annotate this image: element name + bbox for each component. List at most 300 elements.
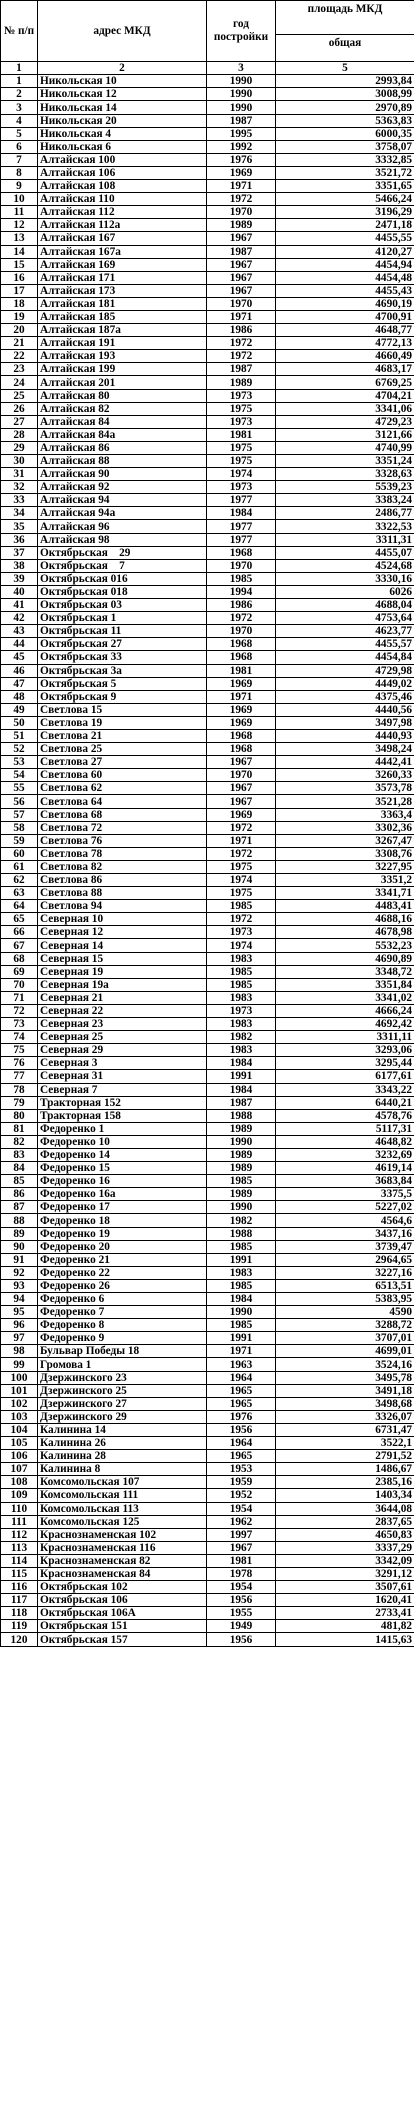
- row-area: 4455,55: [276, 232, 414, 245]
- row-year: 1970: [207, 559, 276, 572]
- row-number: 53: [1, 756, 38, 769]
- row-area: 4648,77: [276, 324, 414, 337]
- row-year: 1977: [207, 533, 276, 546]
- row-number: 93: [1, 1279, 38, 1292]
- table-row: [1, 1044, 414, 1057]
- row-number: 26: [1, 402, 38, 415]
- row-area: 1486,67: [276, 1463, 414, 1476]
- row-area: 3288,72: [276, 1319, 414, 1332]
- row-number: 30: [1, 455, 38, 468]
- row-year: 1975: [207, 402, 276, 415]
- row-area: 4688,04: [276, 599, 414, 612]
- row-year: 1992: [207, 140, 276, 153]
- row-number: 81: [1, 1122, 38, 1135]
- row-area: 3311,11: [276, 1031, 414, 1044]
- row-area: 3267,47: [276, 834, 414, 847]
- row-number: 75: [1, 1044, 38, 1057]
- row-year: 1964: [207, 1437, 276, 1450]
- row-year: 1962: [207, 1515, 276, 1528]
- row-year: 1976: [207, 153, 276, 166]
- row-number: 16: [1, 271, 38, 284]
- table-row: [1, 638, 414, 651]
- row-year: 1968: [207, 546, 276, 559]
- row-year: 1988: [207, 1227, 276, 1240]
- row-number: 66: [1, 926, 38, 939]
- row-year: 1949: [207, 1620, 276, 1633]
- row-number: 55: [1, 782, 38, 795]
- row-year: 1987: [207, 363, 276, 376]
- row-address: Федоренко 15: [38, 1162, 207, 1175]
- row-year: 1975: [207, 860, 276, 873]
- row-year: 1984: [207, 1057, 276, 1070]
- row-area: 4564,6: [276, 1214, 414, 1227]
- table-row: [1, 1266, 414, 1279]
- row-area: 4455,07: [276, 546, 414, 559]
- row-address: Северная 29: [38, 1044, 207, 1057]
- row-area: 4455,43: [276, 284, 414, 297]
- table-row: [1, 887, 414, 900]
- row-address: Северная 7: [38, 1083, 207, 1096]
- table-row: [1, 847, 414, 860]
- row-number: 47: [1, 677, 38, 690]
- table-row: [1, 860, 414, 873]
- row-area: 3227,95: [276, 860, 414, 873]
- row-area: 4729,23: [276, 415, 414, 428]
- row-number: 85: [1, 1175, 38, 1188]
- row-area: 3507,61: [276, 1581, 414, 1594]
- row-address: Комсомольская 125: [38, 1515, 207, 1528]
- row-address: Октябрьская 157: [38, 1633, 207, 1646]
- row-number: 15: [1, 258, 38, 271]
- table-row: [1, 585, 414, 598]
- table-row: [1, 258, 414, 271]
- table-row: [1, 402, 414, 415]
- row-year: 1955: [207, 1607, 276, 1620]
- row-address: Октябрьская 29: [38, 546, 207, 559]
- row-number: 101: [1, 1384, 38, 1397]
- table-row: [1, 599, 414, 612]
- row-year: 1977: [207, 520, 276, 533]
- row-number: 31: [1, 468, 38, 481]
- row-year: 1989: [207, 1122, 276, 1135]
- table-row: [1, 1227, 414, 1240]
- table-row: [1, 481, 414, 494]
- row-number: 94: [1, 1293, 38, 1306]
- row-area: 3707,01: [276, 1332, 414, 1345]
- row-area: 3322,53: [276, 520, 414, 533]
- row-number: 78: [1, 1083, 38, 1096]
- row-year: 1983: [207, 952, 276, 965]
- row-area: 3739,47: [276, 1240, 414, 1253]
- row-address: Федоренко 10: [38, 1135, 207, 1148]
- row-address: Алтайская 181: [38, 297, 207, 310]
- table-row: [1, 991, 414, 1004]
- row-year: 1953: [207, 1463, 276, 1476]
- row-number: 67: [1, 939, 38, 952]
- row-area: 481,82: [276, 1620, 414, 1633]
- row-address: Комсомольская 113: [38, 1502, 207, 1515]
- table-row: [1, 1384, 414, 1397]
- row-address: Северная 23: [38, 1018, 207, 1031]
- row-number: 70: [1, 978, 38, 991]
- header-address: адрес МКД: [38, 1, 207, 62]
- row-number: 48: [1, 690, 38, 703]
- table-row: [1, 756, 414, 769]
- table-row: [1, 664, 414, 677]
- table-row: [1, 180, 414, 193]
- row-area: 6769,25: [276, 376, 414, 389]
- row-address: Алтайская 191: [38, 337, 207, 350]
- row-year: 1968: [207, 651, 276, 664]
- row-year: 1968: [207, 729, 276, 742]
- row-number: 51: [1, 729, 38, 742]
- table-row: [1, 1057, 414, 1070]
- table-row: [1, 1083, 414, 1096]
- row-number: 42: [1, 612, 38, 625]
- row-area: 4454,84: [276, 651, 414, 664]
- row-year: 1967: [207, 1541, 276, 1554]
- row-number: 36: [1, 533, 38, 546]
- row-number: 45: [1, 651, 38, 664]
- row-area: 3498,68: [276, 1397, 414, 1410]
- table-row: [1, 232, 414, 245]
- table-row: [1, 1306, 414, 1319]
- row-number: 17: [1, 284, 38, 297]
- row-year: 1964: [207, 1371, 276, 1384]
- table-row: [1, 1188, 414, 1201]
- row-address: Светлова 76: [38, 834, 207, 847]
- row-address: Светлова 82: [38, 860, 207, 873]
- row-address: Северная 19а: [38, 978, 207, 991]
- row-area: 1620,41: [276, 1594, 414, 1607]
- row-number: 4: [1, 114, 38, 127]
- table-row: [1, 1070, 414, 1083]
- table-row: [1, 1450, 414, 1463]
- row-year: 1970: [207, 769, 276, 782]
- row-year: 1956: [207, 1633, 276, 1646]
- row-area: 3683,84: [276, 1175, 414, 1188]
- row-number: 33: [1, 494, 38, 507]
- row-year: 1989: [207, 1188, 276, 1201]
- row-address: Никольская 6: [38, 140, 207, 153]
- table-row: [1, 1528, 414, 1541]
- table-row: [1, 1253, 414, 1266]
- row-year: 1972: [207, 847, 276, 860]
- colnum-5: 5: [276, 62, 414, 75]
- table-row: [1, 284, 414, 297]
- table-row: [1, 1162, 414, 1175]
- row-address: Октябрьская 106: [38, 1594, 207, 1607]
- row-area: 3351,2: [276, 874, 414, 887]
- row-year: 1972: [207, 337, 276, 350]
- row-year: 1969: [207, 166, 276, 179]
- row-area: 4650,83: [276, 1528, 414, 1541]
- row-address: Октябрьская 03: [38, 599, 207, 612]
- table-row: [1, 350, 414, 363]
- row-address: Никольская 4: [38, 127, 207, 140]
- row-number: 32: [1, 481, 38, 494]
- row-address: Алтайская 201: [38, 376, 207, 389]
- row-address: Светлова 19: [38, 716, 207, 729]
- table-row: [1, 572, 414, 585]
- row-address: Алтайская 110: [38, 193, 207, 206]
- row-year: 1956: [207, 1423, 276, 1436]
- row-year: 1989: [207, 376, 276, 389]
- table-row: [1, 612, 414, 625]
- row-number: 114: [1, 1554, 38, 1567]
- row-address: Алтайская 185: [38, 310, 207, 323]
- row-address: Светлова 68: [38, 808, 207, 821]
- row-number: 83: [1, 1148, 38, 1161]
- table-row: [1, 428, 414, 441]
- row-year: 1973: [207, 926, 276, 939]
- row-address: Федоренко 9: [38, 1332, 207, 1345]
- row-address: Октябрьская 1: [38, 612, 207, 625]
- row-address: Комсомольская 107: [38, 1476, 207, 1489]
- row-address: Комсомольская 111: [38, 1489, 207, 1502]
- row-area: 5363,83: [276, 114, 414, 127]
- row-area: 3326,07: [276, 1410, 414, 1423]
- table-row: [1, 494, 414, 507]
- row-year: 1981: [207, 1554, 276, 1567]
- row-address: Светлова 27: [38, 756, 207, 769]
- row-year: 1972: [207, 821, 276, 834]
- row-area: 3232,69: [276, 1148, 414, 1161]
- row-address: Алтайская 112а: [38, 219, 207, 232]
- row-year: 1985: [207, 1240, 276, 1253]
- row-year: 1967: [207, 232, 276, 245]
- row-address: Октябрьская 7: [38, 559, 207, 572]
- row-area: 6177,61: [276, 1070, 414, 1083]
- row-area: 3491,18: [276, 1384, 414, 1397]
- row-area: 3351,24: [276, 455, 414, 468]
- row-number: 63: [1, 887, 38, 900]
- row-number: 2: [1, 88, 38, 101]
- row-area: 3758,07: [276, 140, 414, 153]
- row-year: 1988: [207, 1109, 276, 1122]
- row-address: Алтайская 112: [38, 206, 207, 219]
- row-number: 103: [1, 1410, 38, 1423]
- row-number: 11: [1, 206, 38, 219]
- row-number: 87: [1, 1201, 38, 1214]
- table-row: [1, 874, 414, 887]
- row-year: 1973: [207, 415, 276, 428]
- row-year: 1982: [207, 1214, 276, 1227]
- row-number: 69: [1, 965, 38, 978]
- row-area: 3302,36: [276, 821, 414, 834]
- row-address: Октябрьская 016: [38, 572, 207, 585]
- row-address: Тракторная 158: [38, 1109, 207, 1122]
- row-address: Северная 25: [38, 1031, 207, 1044]
- row-year: 1975: [207, 441, 276, 454]
- row-year: 1965: [207, 1450, 276, 1463]
- table-row: [1, 1004, 414, 1017]
- row-number: 27: [1, 415, 38, 428]
- row-year: 1969: [207, 716, 276, 729]
- row-area: 2993,84: [276, 75, 414, 88]
- table-row: [1, 507, 414, 520]
- row-area: 2385,16: [276, 1476, 414, 1489]
- table-row: [1, 337, 414, 350]
- table-row: [1, 1096, 414, 1109]
- row-number: 90: [1, 1240, 38, 1253]
- row-address: Северная 19: [38, 965, 207, 978]
- row-year: 1983: [207, 1266, 276, 1279]
- row-area: 3383,24: [276, 494, 414, 507]
- row-number: 89: [1, 1227, 38, 1240]
- row-number: 113: [1, 1541, 38, 1554]
- row-area: 2964,65: [276, 1253, 414, 1266]
- row-address: Северная 31: [38, 1070, 207, 1083]
- row-number: 18: [1, 297, 38, 310]
- row-number: 118: [1, 1607, 38, 1620]
- row-year: 1977: [207, 494, 276, 507]
- table-row: [1, 1279, 414, 1292]
- row-number: 119: [1, 1620, 38, 1633]
- header-num: № п/п: [1, 1, 38, 62]
- row-year: 1967: [207, 258, 276, 271]
- row-address: Октябрьская 9: [38, 690, 207, 703]
- row-year: 1972: [207, 193, 276, 206]
- table-row: [1, 1594, 414, 1607]
- row-number: 49: [1, 703, 38, 716]
- table-row: [1, 677, 414, 690]
- table-row: [1, 926, 414, 939]
- row-address: Дзержинского 23: [38, 1371, 207, 1384]
- row-number: 73: [1, 1018, 38, 1031]
- row-address: Октябрьская 106А: [38, 1607, 207, 1620]
- row-number: 56: [1, 795, 38, 808]
- row-year: 1967: [207, 271, 276, 284]
- row-address: Никольская 10: [38, 75, 207, 88]
- row-number: 68: [1, 952, 38, 965]
- row-area: 4740,99: [276, 441, 414, 454]
- row-number: 9: [1, 180, 38, 193]
- row-number: 52: [1, 743, 38, 756]
- row-address: Федоренко 1: [38, 1122, 207, 1135]
- colnum-1: 1: [1, 62, 38, 75]
- table-row: [1, 389, 414, 402]
- row-area: 5383,95: [276, 1293, 414, 1306]
- row-area: 4704,21: [276, 389, 414, 402]
- row-year: 1994: [207, 585, 276, 598]
- row-number: 104: [1, 1423, 38, 1436]
- row-area: 3363,4: [276, 808, 414, 821]
- row-address: Алтайская 106: [38, 166, 207, 179]
- row-year: 1971: [207, 180, 276, 193]
- row-year: 1985: [207, 900, 276, 913]
- row-number: 59: [1, 834, 38, 847]
- row-number: 41: [1, 599, 38, 612]
- row-area: 2733,41: [276, 1607, 414, 1620]
- row-address: Федоренко 14: [38, 1148, 207, 1161]
- row-area: 6000,35: [276, 127, 414, 140]
- row-address: Северная 12: [38, 926, 207, 939]
- row-address: Октябрьская 27: [38, 638, 207, 651]
- row-number: 91: [1, 1253, 38, 1266]
- table-row: [1, 441, 414, 454]
- row-number: 62: [1, 874, 38, 887]
- row-address: Алтайская 90: [38, 468, 207, 481]
- row-number: 1: [1, 75, 38, 88]
- row-area: 4440,56: [276, 703, 414, 716]
- row-address: Дзержинского 29: [38, 1410, 207, 1423]
- row-number: 7: [1, 153, 38, 166]
- row-address: Тракторная 152: [38, 1096, 207, 1109]
- row-number: 111: [1, 1515, 38, 1528]
- table-row: [1, 1345, 414, 1358]
- row-number: 112: [1, 1528, 38, 1541]
- row-address: Калинина 14: [38, 1423, 207, 1436]
- row-address: Федоренко 16: [38, 1175, 207, 1188]
- row-year: 1981: [207, 428, 276, 441]
- table-row: [1, 1018, 414, 1031]
- row-area: 3437,16: [276, 1227, 414, 1240]
- row-area: 2471,18: [276, 219, 414, 232]
- table-row: [1, 153, 414, 166]
- row-area: 3260,33: [276, 769, 414, 782]
- table-row: [1, 1240, 414, 1253]
- table-row: [1, 455, 414, 468]
- row-area: 4375,46: [276, 690, 414, 703]
- row-address: Светлова 64: [38, 795, 207, 808]
- row-number: 71: [1, 991, 38, 1004]
- row-address: Калинина 26: [38, 1437, 207, 1450]
- row-area: 6026: [276, 585, 414, 598]
- row-address: Федоренко 18: [38, 1214, 207, 1227]
- row-address: Алтайская 173: [38, 284, 207, 297]
- row-area: 4120,27: [276, 245, 414, 258]
- row-year: 1963: [207, 1358, 276, 1371]
- row-number: 84: [1, 1162, 38, 1175]
- table-row: [1, 127, 414, 140]
- row-area: 3308,76: [276, 847, 414, 860]
- row-address: Никольская 14: [38, 101, 207, 114]
- row-area: 4729,98: [276, 664, 414, 677]
- row-area: 3351,65: [276, 180, 414, 193]
- row-address: Алтайская 100: [38, 153, 207, 166]
- row-address: Алтайская 94: [38, 494, 207, 507]
- row-year: 1989: [207, 1148, 276, 1161]
- row-number: 76: [1, 1057, 38, 1070]
- row-area: 3495,78: [276, 1371, 414, 1384]
- row-number: 28: [1, 428, 38, 441]
- row-year: 1982: [207, 1031, 276, 1044]
- table-row: [1, 1410, 414, 1423]
- row-area: 3227,16: [276, 1266, 414, 1279]
- row-number: 58: [1, 821, 38, 834]
- table-row: [1, 363, 414, 376]
- row-area: 5466,24: [276, 193, 414, 206]
- row-number: 80: [1, 1109, 38, 1122]
- row-area: 3332,85: [276, 153, 414, 166]
- row-address: Алтайская 92: [38, 481, 207, 494]
- row-year: 1956: [207, 1594, 276, 1607]
- row-year: 1971: [207, 310, 276, 323]
- row-year: 1972: [207, 350, 276, 363]
- row-year: 1974: [207, 468, 276, 481]
- row-area: 4623,77: [276, 625, 414, 638]
- table-row: [1, 310, 414, 323]
- row-area: 3342,09: [276, 1554, 414, 1567]
- row-area: 3521,72: [276, 166, 414, 179]
- table-row: [1, 533, 414, 546]
- table-row: [1, 900, 414, 913]
- row-year: 1967: [207, 782, 276, 795]
- header-year: год постройки: [207, 1, 276, 62]
- table-row: [1, 1109, 414, 1122]
- row-number: 57: [1, 808, 38, 821]
